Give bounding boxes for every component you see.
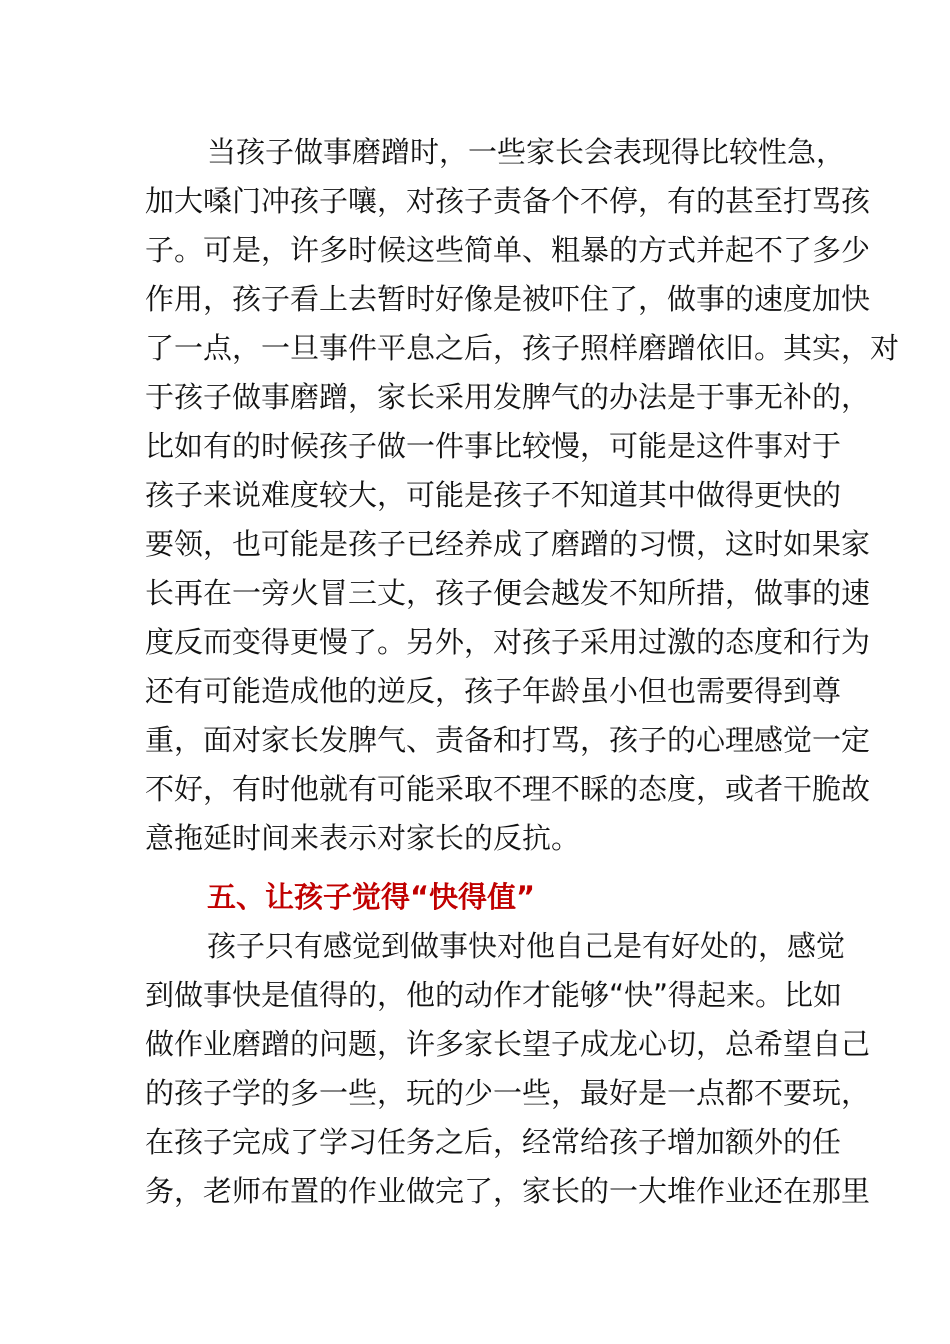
paragraph-line: 孩子来说难度较大，可能是孩子不知道其中做得更快的 [145, 478, 842, 512]
paragraph-line: 不好，有时他就有可能采取不理不睬的态度，或者干脆故 [145, 772, 871, 806]
paragraph-line: 长再在一旁火冒三丈，孩子便会越发不知所措，做事的速 [145, 576, 871, 610]
paragraph-line: 重，面对家长发脾气、责备和打骂，孩子的心理感觉一定 [145, 723, 871, 757]
paragraph-line: 孩子只有感觉到做事快对他自己是有好处的，感觉 [207, 929, 846, 963]
paragraph-line: 做作业磨蹭的问题，许多家长望子成龙心切，总希望自己 [145, 1027, 871, 1061]
paragraph-line: 度反而变得更慢了。另外，对孩子采用过激的态度和行为 [145, 625, 871, 659]
paragraph-line: 于孩子做事磨蹭，家长采用发脾气的办法是于事无补的， [145, 380, 871, 414]
section-heading: 五、让孩子觉得“快得值” [207, 880, 536, 914]
paragraph-line: 要领，也可能是孩子已经养成了磨蹭的习惯，这时如果家 [145, 527, 871, 561]
paragraph-line: 了一点，一旦事件平息之后，孩子照样磨蹭依旧。其实，对 [145, 331, 900, 365]
paragraph-line: 务，老师布置的作业做完了，家长的一大堆作业还在那里 [145, 1174, 871, 1208]
paragraph-2 [145, 922, 871, 1216]
paragraph-line: 作用，孩子看上去暂时好像是被吓住了，做事的速度加快 [145, 282, 871, 316]
paragraph-line: 比如有的时候孩子做一件事比较慢，可能是这件事对于 [145, 429, 842, 463]
paragraph-line: 到做事快是值得的，他的动作才能够“快”得起来。比如 [145, 978, 843, 1012]
paragraph-line: 在孩子完成了学习任务之后，经常给孩子增加额外的任 [145, 1125, 842, 1159]
paragraph-line: 子。可是，许多时候这些简单、粗暴的方式并起不了多少 [145, 233, 871, 267]
paragraph-line: 意拖延时间来表示对家长的反抗。 [145, 821, 581, 855]
paragraph-line: 加大嗓门冲孩子嚷，对孩子责备个不停，有的甚至打骂孩 [145, 184, 871, 218]
paragraph-line: 当孩子做事磨蹭时，一些家长会表现得比较性急， [207, 135, 846, 169]
paragraph-1 [145, 128, 900, 863]
paragraph-line: 还有可能造成他的逆反，孩子年龄虽小但也需要得到尊 [145, 674, 842, 708]
paragraph-line: 的孩子学的多一些，玩的少一些，最好是一点都不要玩， [145, 1076, 871, 1110]
